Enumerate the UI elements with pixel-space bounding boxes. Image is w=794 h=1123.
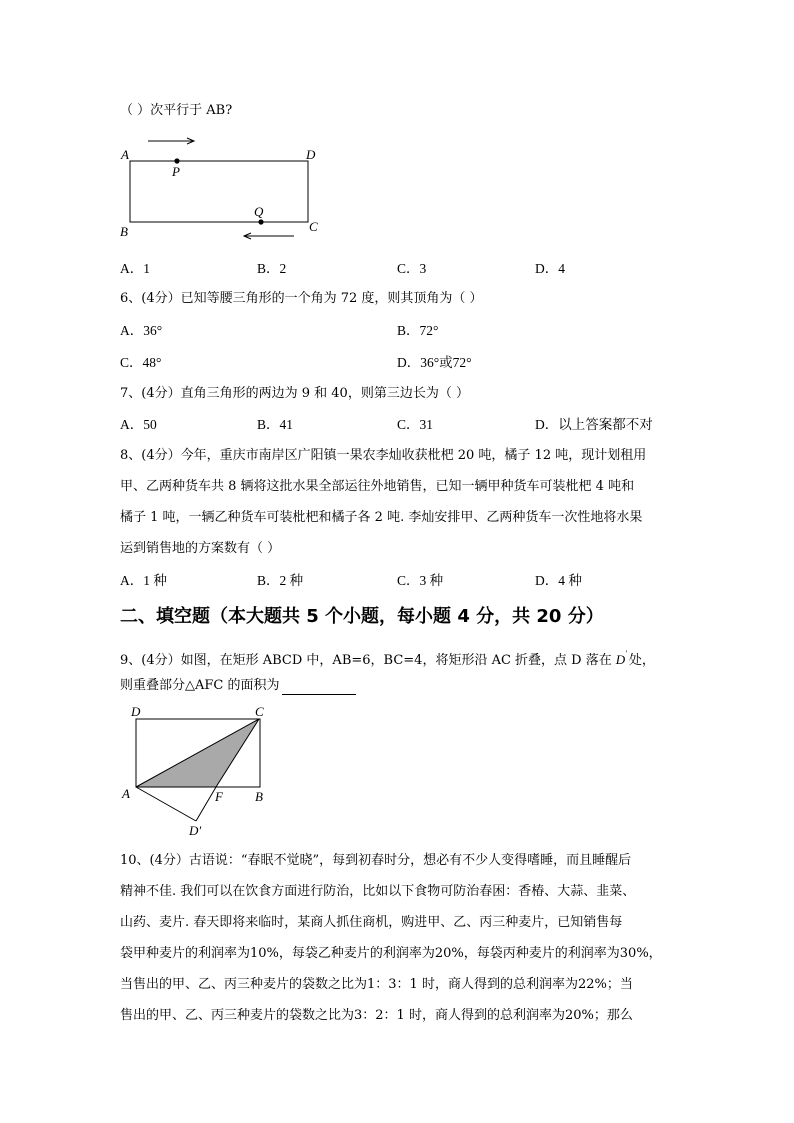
q10-line-2: 精神不佳. 我们可以在饮食方面进行防治，比如以下食物可防治春困：香椿、大蒜、韭菜、 (120, 884, 636, 899)
q8-line-4: 运到销售地的方案数有（ ） (120, 541, 281, 556)
q5-stem-tail: （ ）次平行于 AB? (120, 103, 233, 118)
q5-option-d: D．4 (535, 261, 565, 276)
q9-segment-ad (136, 787, 196, 821)
q8-option-a: A．1 种 (120, 573, 167, 588)
q8-line-3: 橘子 1 吨，一辆乙种货车可装枇杷和橘子各 2 吨. 李灿安排甲、乙两种货车一次性地将水果 (120, 510, 643, 525)
q6-stem: 6、(4分）已知等腰三角形的一个角为 72 度，则其顶角为（ ） (120, 291, 483, 306)
q9-label-d: D (131, 704, 141, 719)
q8-option-c: C．3 种 (397, 573, 444, 588)
q9-line-1-tail: 处， (628, 653, 655, 668)
q8-line-2: 甲、乙两种货车共 8 辆将这批水果全部运往外地销售，已知一辆甲种货车可装枇杷 4 吨和 (120, 479, 635, 494)
q7-stem: 7、(4分）直角三角形的两边为 9 和 40，则第三边长为（ ） (120, 386, 469, 401)
q9-label-b: B (255, 789, 263, 804)
q9-label-a: A (122, 786, 130, 801)
q8-line-1: 8、(4分）今年，重庆市南岸区广阳镇一果农李灿收获枇杷 20 吨，橘子 12 吨，现计划租用 (120, 448, 647, 463)
q5-option-b: B．2 (257, 261, 287, 276)
q5-label-d: D (306, 147, 316, 162)
q7-option-a: A．50 (120, 417, 157, 432)
q9-shaded-triangle-afc (136, 719, 259, 787)
q6-option-b: B．72° (397, 323, 439, 338)
q9-line-1 (120, 645, 655, 670)
q6-option-d: D．36°或72° (397, 355, 472, 370)
q5-label-c: C (309, 219, 318, 234)
q10-line-5: 当售出的甲、乙、丙三种麦片的袋数之比为1：3：1 时，商人得到的总利润率为22%；当 (120, 977, 633, 992)
q9-line-1-dprime: D′ (615, 649, 627, 667)
section-title-fill-in: 二、填空题（本大题共 5 个小题，每小题 4 分，共 20 分） (120, 606, 604, 627)
q9-line-2 (120, 677, 356, 695)
q5-label-b: B (120, 224, 128, 239)
q8-option-d: D．4 种 (535, 573, 582, 588)
q9-line-2-text: 则重叠部分△AFC 的面积为 (120, 678, 280, 693)
q5-option-a: A．1 (120, 261, 150, 276)
q9-line-1-text: 9、(4分）如图，在矩形 ABCD 中，AB=6，BC=4，将矩形沿 AC 折叠，点 D 落在 (120, 653, 612, 668)
q5-label-a: A (121, 147, 129, 162)
q7-option-d: D．以上答案都不对 (535, 417, 653, 432)
q9-figure (136, 719, 260, 821)
q9-segment-dc (196, 787, 216, 821)
q10-line-4: 袋甲种麦片的利润率为10%，每袋乙种麦片的利润率为20%，每袋丙种麦片的利润率为30%， (120, 946, 662, 961)
q5-label-q: Q (254, 204, 264, 219)
q9-answer-blank[interactable] (282, 680, 356, 695)
q9-label-c: C (255, 704, 264, 719)
q10-line-3: 山药、麦片. 春天即将来临时，某商人抓住商机，购进甲、乙、丙三种麦片，已知销售每 (120, 915, 623, 930)
q5-rectangle (130, 161, 308, 222)
q9-label-f: F (215, 789, 223, 804)
q8-option-b: B．2 种 (257, 573, 304, 588)
q10-line-1: 10、(4分）古语说：“春眠不觉晓”，每到初春时分，想必有不少人变得嗜睡，而且睡醒后 (120, 853, 632, 868)
q10-line-6: 售出的甲、乙、丙三种麦片的袋数之比为3：2：1 时，商人得到的总利润率为20%；那么 (120, 1008, 633, 1023)
q5-option-c: C．3 (397, 261, 427, 276)
q7-option-c: C．31 (397, 417, 434, 432)
q5-label-p: P (172, 164, 180, 179)
q7-option-b: B．41 (257, 417, 294, 432)
q9-label-dprime: D′ (189, 823, 202, 838)
q6-option-c: C．48° (120, 355, 162, 370)
q6-option-a: A．36° (120, 323, 163, 338)
